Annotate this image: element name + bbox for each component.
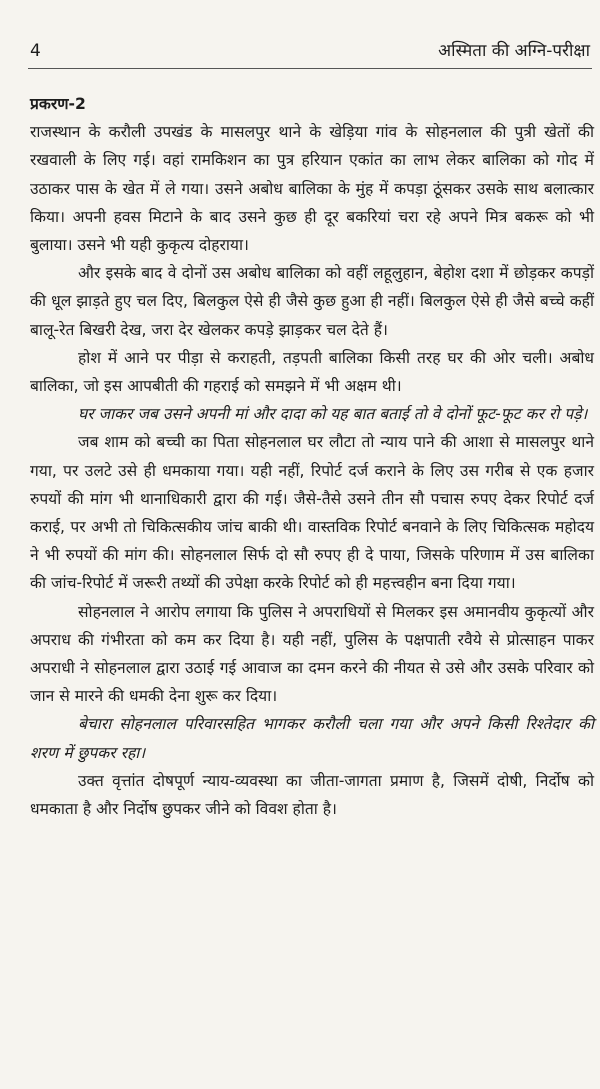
paragraph: जब शाम को बच्ची का पिता सोहनलाल घर लौटा तो न्याय पाने की आशा से मासलपुर थाने गया, पर उलटे उसे ही धमकाया गया। यही नहीं, रिपोर्ट दर्ज कराने के लिए उस गरीब से एक हजार रुपयों की मांग भी थानाधिकारी द्वारा की गई। जैसे-तैसे उसने तीन सौ पचास रुपए देकर रिपोर्ट दर्ज कराई, पर अभी तो चिकित्सकीय जांच बाकी थी। वास्तविक रिपोर्ट बनवाने के लिए चिकित्सक महोदय ने भी रुपयों की मांग की। सोहनलाल सिर्फ दो सौ रुपए ही दे पाया, जिसके परिणाम में उस बालिका की जांच-रिपोर्ट में जरूरी तथ्यों की उपेक्षा करके रिपोर्ट को ही महत्त्वहीन बना दिया गया। [30, 433, 594, 593]
header-rule [28, 68, 592, 69]
paragraph: उक्त वृत्तांत दोषपूर्ण न्याय-व्यवस्था का जीता-जागता प्रमाण है, जिसमें दोषी, निर्दोष को धमकाता है और निर्दोष छुपकर जीने को विवश होता है। [30, 771, 594, 819]
page-number: 4 [30, 41, 41, 61]
paragraph: होश में आने पर पीड़ा से कराहती, तड़पती बालिका किसी तरह घर की ओर चली। अबोध बालिका, जो इस आपबीती की गहराई को समझने में भी अक्षम थी। [30, 348, 594, 396]
page-header [30, 38, 590, 61]
running-title: अस्मिता की अग्नि-परीक्षा [438, 41, 590, 61]
paragraph: राजस्थान के करौली उपखंड के मासलपुर थाने के खेड़िया गांव के सोहनलाल की पुत्री खेतों की रखवाली के लिए गई। वहां रामकिशन का पुत्र हरियान एकांत का लाभ लेकर बालिका को गोद में उठाकर पास के खेत में ले गया। उसने अबोध बालिका के मुंह में कपड़ा ठूंसकर उसके साथ बलात्कार किया। अपनी हवस मिटाने के बाद उसने कुछ ही दूर बकरियां चरा रहे अपने मित्र बकरू को भी बुलाया। उसने भी यही कुकृत्य दोहराया। [30, 123, 594, 255]
page-body [30, 90, 594, 823]
paragraph-italic: बेचारा सोहनलाल परिवारसहित भागकर करौली चला गया और अपने किसी रिश्तेदार की शरण में छुपकर रहा। [30, 715, 594, 762]
paragraph: सोहनलाल ने आरोप लगाया कि पुलिस ने अपराधियों से मिलकर इस अमानवीय कुकृत्यों और अपराध की गंभीरता को कम कर दिया है। यही नहीं, पुलिस के पक्षपाती रवैये से प्रोत्साहन पाकर अपराधी ने सोहनलाल द्वारा उठाई गई आवाज का दमन करने की नीयत से उसे और उसके परिवार को जान से मारने की धमकी देना शुरू कर दिया। [30, 602, 594, 706]
section-heading: प्रकरण-2 [30, 95, 86, 113]
paragraph-italic: घर जाकर जब उसने अपनी मां और दादा को यह बात बताई तो वे दोनों फूट-फूट कर रो पड़े। [78, 405, 588, 424]
paragraph: और इसके बाद वे दोनों उस अबोध बालिका को वहीं लहूलुहान, बेहोश दशा में छोड़कर कपड़ों की धूल झाड़ते हुए चल दिए, बिलकुल ऐसे ही जैसे कुछ हुआ ही नहीं। बिलकुल ऐसे ही जैसे बच्चे कहीं बालू-रेत बिखरी देख, जरा देर खेलकर कपड़े झाड़कर चल देते हैं। [30, 264, 594, 339]
